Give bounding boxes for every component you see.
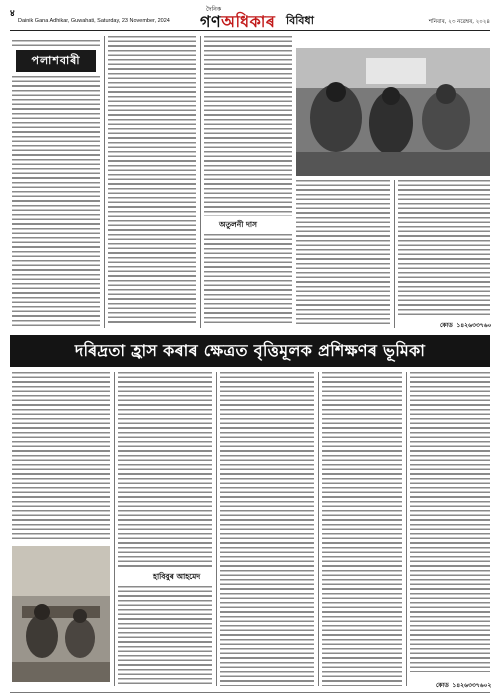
text-column <box>12 372 110 542</box>
text-column <box>204 234 292 326</box>
column-rule <box>318 372 319 686</box>
column-rule <box>406 372 407 686</box>
column-rule <box>114 372 115 686</box>
bottom-article-headline: দৰিদ্ৰতা হ্ৰাস কৰাৰ ক্ষেত্ৰত বৃত্তিমূলক প্ৰশিক্ষণৰ ভূমিকা <box>10 335 490 367</box>
text-column <box>398 180 490 316</box>
bottom-article-code: কোড ১৪২৬৩৩৭৬০২ <box>436 682 492 689</box>
dateline-assamese: শনিবাৰ, ২৩ নৱেম্বৰ, ২০২৪ <box>428 19 490 25</box>
paper-name <box>200 9 275 36</box>
page-bottom-rule <box>10 692 490 693</box>
article-photo-training <box>12 546 110 682</box>
column-rule <box>216 372 217 686</box>
text-column <box>12 76 100 326</box>
text-column <box>296 180 390 326</box>
text-column <box>220 372 314 686</box>
paper-name-part1: গণ <box>200 12 222 31</box>
paper-prefix: দৈনিক <box>206 6 222 13</box>
masthead <box>10 4 490 31</box>
text-column <box>108 36 196 326</box>
text-column <box>118 372 212 568</box>
column-rule <box>104 36 105 328</box>
top-article-byline: অতুলনী দাস <box>216 220 260 232</box>
section-name: বিবিধা <box>286 14 314 27</box>
text-column <box>12 40 100 48</box>
column-rule <box>200 36 201 328</box>
text-column <box>410 372 490 672</box>
article-photo-protest <box>296 48 490 176</box>
text-column <box>118 586 212 686</box>
column-rule <box>394 180 395 328</box>
photo-protest-image <box>296 48 490 176</box>
text-column <box>204 36 292 216</box>
page-number: ४ <box>10 9 15 19</box>
paper-name-part2: অধিকাৰ <box>221 12 276 31</box>
top-article-title: পলাশবাৰী <box>16 50 96 72</box>
top-article-code: কোড ১৪২৬৩৩৭৬০ <box>440 322 492 329</box>
bottom-article-byline: হাবিবুৰ আহমেদ <box>150 572 203 584</box>
photo-training-image <box>12 546 110 682</box>
text-column <box>322 372 402 686</box>
dateline-english: Dainik Gana Adhikar, Guwahati, Saturday, 23 November, 2024 <box>18 18 170 24</box>
